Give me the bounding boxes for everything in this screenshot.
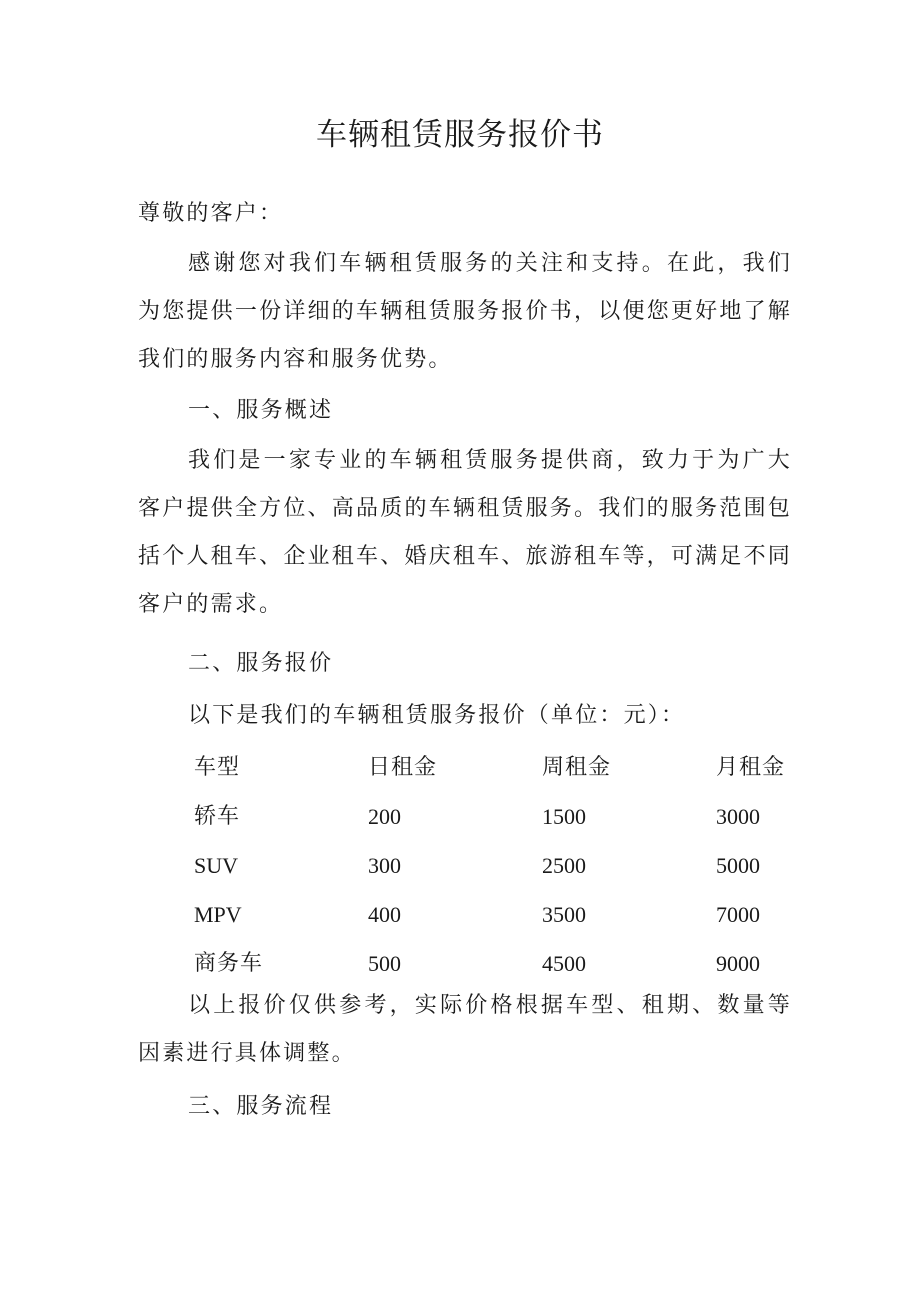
price-table [190, 743, 810, 988]
table-cell: 3000 [716, 804, 760, 829]
table-cell: 商务车 [194, 951, 264, 976]
price-table-lead: 以下是我们的车辆租赁服务报价（单位：元）： [188, 703, 686, 728]
greeting: 尊敬的客户： [138, 201, 284, 226]
table-cell: SUV [194, 853, 239, 878]
section-3-heading: 三、服务流程 [188, 1094, 334, 1119]
table-header-cell: 周租金 [542, 755, 612, 780]
table-cell: 9000 [716, 951, 760, 976]
table-cell: 轿车 [194, 804, 241, 829]
table-cell: 300 [368, 853, 401, 878]
section-2-heading: 二、服务报价 [188, 651, 334, 676]
table-row [190, 792, 810, 841]
table-cell: 500 [368, 951, 401, 976]
table-header-cell: 车型 [194, 755, 241, 780]
table-cell: 2500 [542, 853, 586, 878]
table-cell: 400 [368, 902, 401, 927]
table-cell: 3500 [542, 902, 586, 927]
intro-paragraph: 感谢您对我们车辆租赁服务的关注和支持。在此，我们为您提供一份详细的车辆租赁服务报价书，以便您更好地了解我们的服务内容和服务优势。 [138, 251, 792, 372]
table-header-row [190, 743, 810, 792]
table-cell: 200 [368, 804, 401, 829]
table-cell: 1500 [542, 804, 586, 829]
price-note: 以上报价仅供参考，实际价格根据车型、租期、数量等因素进行具体调整。 [138, 993, 792, 1066]
table-header-cell: 日租金 [368, 755, 438, 780]
table-cell: 7000 [716, 902, 760, 927]
table-cell: MPV [194, 902, 242, 927]
table-row [190, 939, 810, 988]
table-cell: 5000 [716, 853, 760, 878]
section-1-body: 我们是一家专业的车辆租赁服务提供商，致力于为广大客户提供全方位、高品质的车辆租赁服务。我们的服务范围包括个人租车、企业租车、婚庆租车、旅游租车等，可满足不同客户的需求。 [138, 448, 792, 617]
table-row [190, 890, 810, 939]
table-row [190, 841, 810, 890]
document-title: 车辆租赁服务报价书 [316, 117, 604, 153]
table-cell: 4500 [542, 951, 586, 976]
section-1-heading: 一、服务概述 [188, 398, 334, 423]
table-header-cell: 月租金 [716, 755, 786, 780]
